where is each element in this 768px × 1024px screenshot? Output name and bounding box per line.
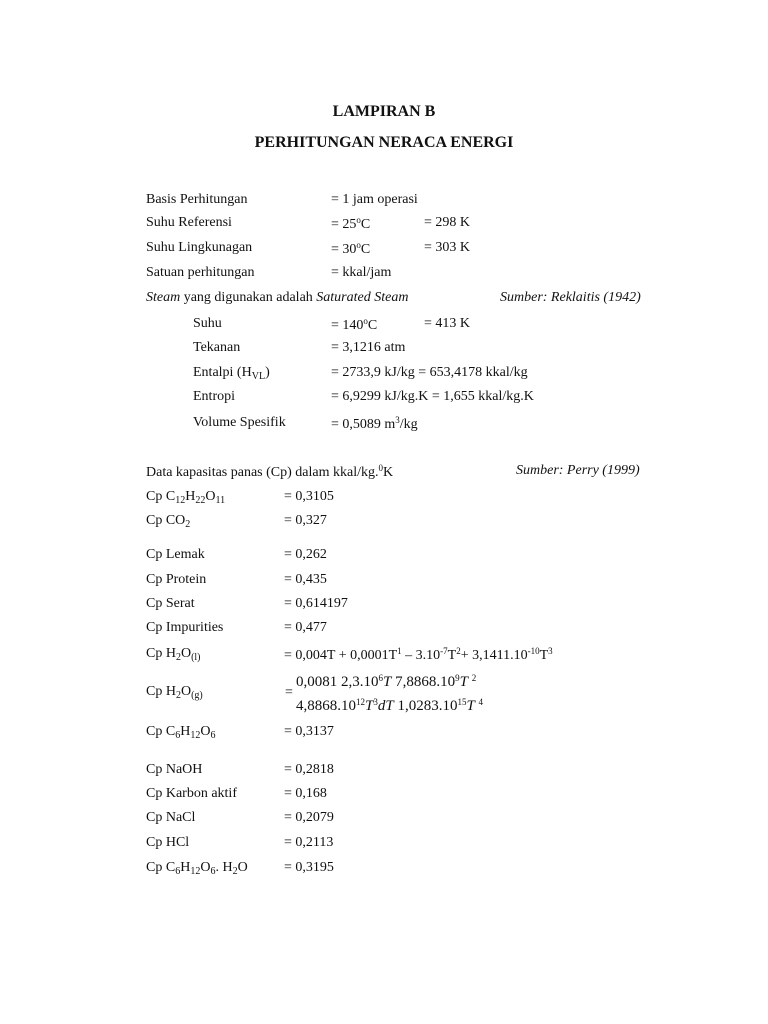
steam-tekanan-label: Tekanan — [193, 340, 241, 355]
suhu-ref-kelvin: = 298 K — [424, 215, 471, 230]
steam-suhu-value: = $140^oC$ — [331, 316, 378, 333]
cp-serat-value: = 0,614197 — [284, 596, 348, 611]
steam-tekanan-value: = 3,1216 atm — [331, 340, 406, 355]
suhu-ling-kelvin: = 303 K — [424, 240, 471, 255]
cp-h2o-gas-label: Cp $H_2O_{(g)}$ — [146, 684, 203, 701]
steam-suhu-label: Suhu — [193, 316, 222, 331]
steam-statement: Steam yang digunakan adalah Saturated Steam — [146, 290, 409, 305]
cp-nacl-value: = 0,2079 — [284, 810, 334, 825]
suhu-ref-value: = $25^oC$ — [331, 215, 371, 232]
cp-protein-value: = 0,435 — [284, 572, 327, 587]
satuan-value: = kkal/jam — [331, 265, 392, 280]
steam-entropi-label: Entropi — [193, 389, 235, 404]
cp-co2-value: = 0,327 — [284, 513, 327, 528]
satuan-label: Satuan perhitungan — [146, 265, 255, 280]
cp-glucose-monohydrate-label: Cp $C_6H_{12}O_6$. $H_2O$ — [146, 860, 248, 877]
basis-value: = 1 jam operasi — [331, 192, 418, 207]
page-subtitle: PERHITUNGAN NERACA ENERGI — [254, 134, 514, 151]
cp-h2o-gas-equals: = — [285, 685, 293, 700]
cp-h2o-gas-line1: 0,0081 2,3.10$^6$T 7,8868.10$^9$T $^2$ — [296, 673, 477, 690]
steam-volume-value: = 0,5089 $m^3/kg$ — [331, 415, 418, 432]
cp-lemak-value: = 0,262 — [284, 547, 327, 562]
cp-sucrose-value: = 0,3105 — [284, 489, 334, 504]
cp-glucose-monohydrate-value: = 0,3195 — [284, 860, 334, 875]
cp-naoh-label: Cp NaOH — [146, 762, 203, 777]
cp-hcl-label: Cp HCl — [146, 835, 190, 850]
cp-serat-label: Cp Serat — [146, 596, 195, 611]
steam-suhu-kelvin: = 413 K — [424, 316, 471, 331]
cp-h2o-gas-line2: $4,8868.10^{12}T^3dT$ 1,0283.10$^{15}$T $^4$ — [296, 697, 484, 714]
suhu-ling-label: Suhu Lingkunagan — [146, 240, 253, 255]
cp-h2o-liquid-value: = $0,004T + 0,0001T^1 - 3.10^{-7}T^2+ 3,1411.10^{-10}T^3$ — [284, 646, 553, 663]
suhu-ref-label: Suhu Referensi — [146, 215, 232, 230]
page-title: LAMPIRAN B — [332, 103, 436, 120]
cp-impurities-value: = 0,477 — [284, 620, 327, 635]
cp-source: Sumber: Perry (1999) — [516, 463, 640, 478]
steam-entalpi-value: = 2733,9 kJ/kg = 653,4178 kkal/kg — [331, 365, 528, 380]
steam-entropi-value: = 6,9299 kJ/kg.K = 1,655 kkal/kg.K — [331, 389, 534, 404]
cp-karbon-label: Cp Karbon aktif — [146, 786, 237, 801]
cp-naoh-value: = 0,2818 — [284, 762, 334, 777]
steam-volume-label: Volume Spesifik — [193, 415, 286, 430]
steam-entalpi-label: Entalpi $(H_{VL})$ — [193, 365, 270, 382]
cp-h2o-liquid-label: Cp $H_2O_{(l)}$ — [146, 646, 201, 663]
cp-karbon-value: = 0,168 — [284, 786, 327, 801]
cp-glucose-label: Cp $C_6H_{12}O_6$ — [146, 724, 216, 741]
cp-header: Data kapasitas panas (Cp) dalam kkal/kg.$^0$K — [146, 463, 394, 480]
basis-label: Basis Perhitungan — [146, 192, 248, 207]
steam-source: Sumber: Reklaitis (1942) — [500, 290, 641, 305]
cp-protein-label: Cp Protein — [146, 572, 207, 587]
cp-glucose-value: = 0,3137 — [284, 724, 334, 739]
cp-lemak-label: Cp Lemak — [146, 547, 205, 562]
cp-co2-label: Cp $CO_2$ — [146, 513, 191, 530]
cp-impurities-label: Cp Impurities — [146, 620, 224, 635]
suhu-ling-value: = $30^oC$ — [331, 240, 371, 257]
cp-nacl-label: Cp NaCl — [146, 810, 196, 825]
cp-hcl-value: = 0,2113 — [284, 835, 334, 850]
cp-sucrose-label: Cp $C_{12}H_{22}O_{11}$ — [146, 489, 226, 506]
